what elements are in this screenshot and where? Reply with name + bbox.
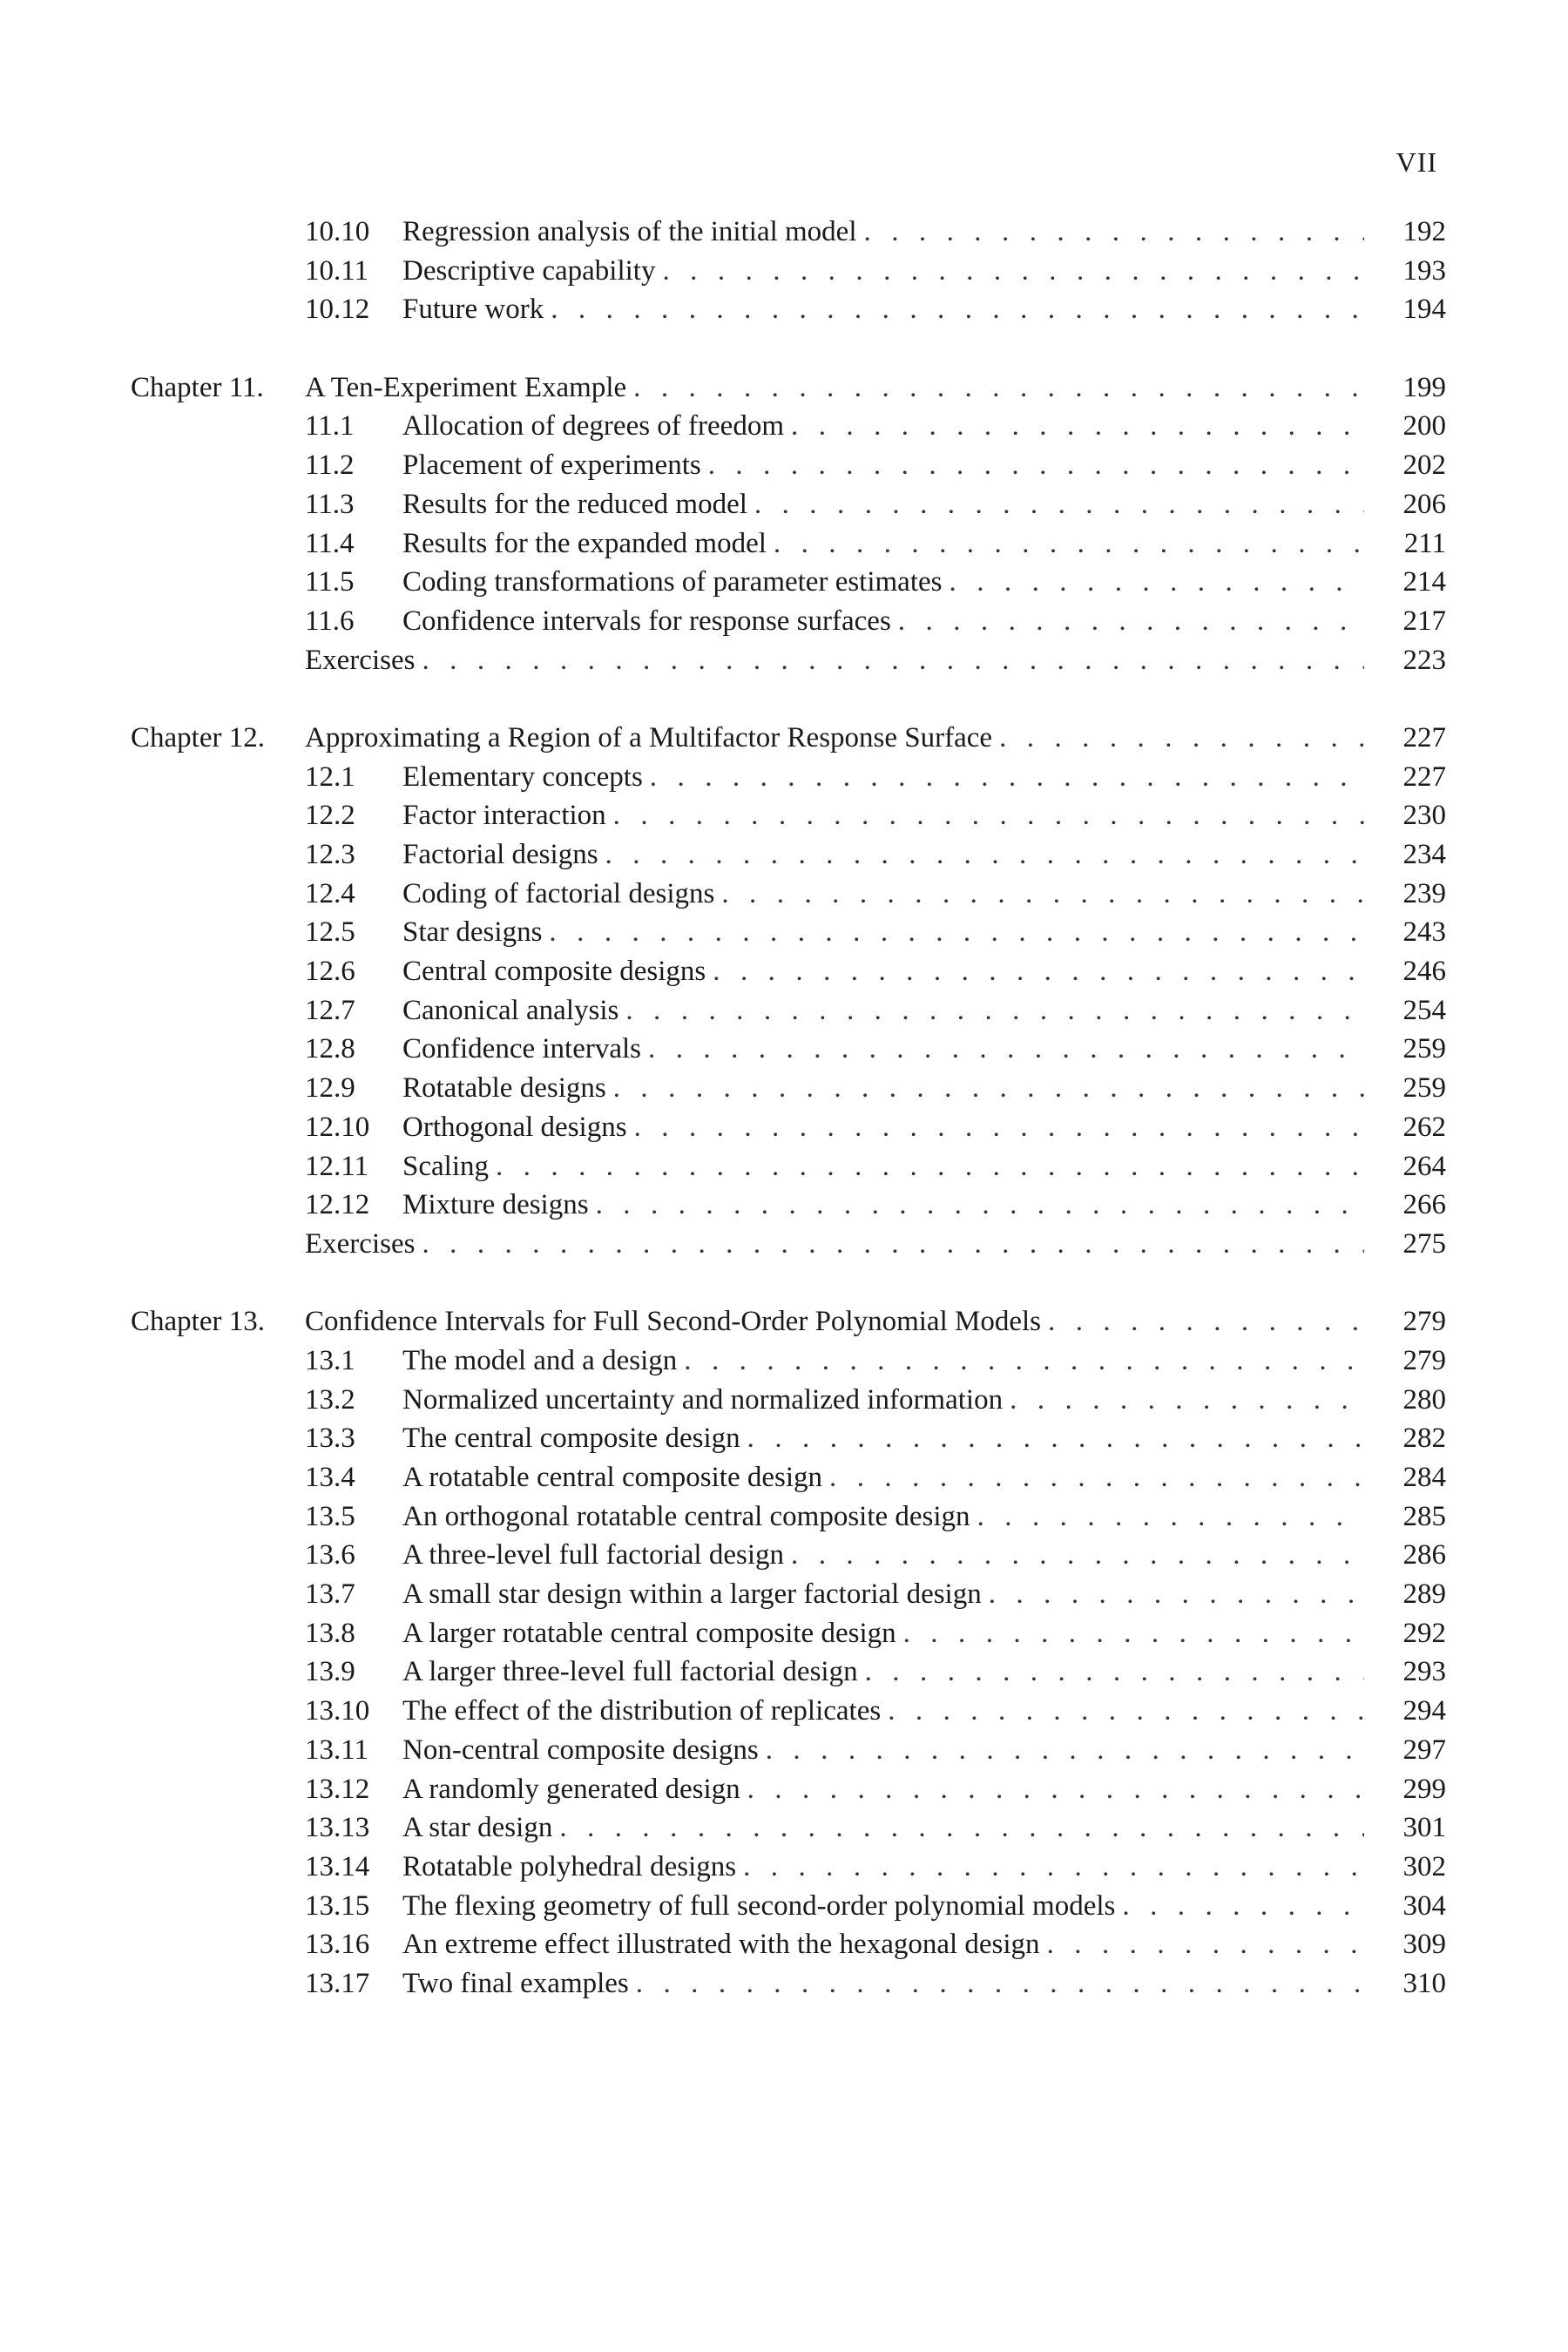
table-of-contents [131, 213, 1446, 2042]
entry-title: Confidence Intervals for Full Second-Order Polynomial Models [305, 1306, 1041, 1338]
dot-leader [613, 796, 1364, 835]
entry-title-group [402, 991, 1364, 1031]
chapter-label: Chapter 11. [131, 371, 264, 403]
chapter-block [131, 719, 1446, 1264]
dot-leader [625, 991, 1364, 1031]
toc-entry [131, 252, 1446, 291]
entry-page-number: 292 [1402, 1617, 1446, 1649]
entry-title: Two final examples [402, 1967, 629, 1999]
dot-leader [888, 1692, 1364, 1731]
section-number: 12.10 [305, 1111, 370, 1143]
section-number: 12.4 [305, 877, 355, 909]
section-number: 11.6 [305, 605, 355, 637]
entry-title-group [402, 1652, 1364, 1692]
dot-leader [422, 641, 1364, 680]
entry-title: An orthogonal rotatable central composite design [402, 1500, 970, 1532]
dot-leader [1048, 1302, 1364, 1342]
dot-leader [747, 1419, 1364, 1458]
toc-entry [131, 1887, 1446, 1926]
entry-title-group [402, 835, 1364, 875]
dot-leader [650, 758, 1364, 797]
entry-title-group [402, 1808, 1364, 1848]
entry-title: Exercises [305, 644, 416, 676]
entry-title-group [305, 368, 1364, 408]
section-number: 12.1 [305, 760, 355, 793]
entry-page-number: 217 [1402, 605, 1446, 637]
entry-page-number: 304 [1402, 1889, 1446, 1922]
section-number: 13.13 [305, 1812, 370, 1844]
entry-page-number: 230 [1402, 800, 1446, 832]
entry-title: Descriptive capability [402, 254, 656, 287]
chapter-heading [131, 1302, 1446, 1342]
entry-title-group [402, 563, 1364, 602]
entry-title-group [402, 1108, 1364, 1147]
entry-title: The flexing geometry of full second-order polynomial models [402, 1889, 1116, 1922]
entry-title: Placement of experiments [402, 449, 701, 482]
entry-title: The central composite design [402, 1423, 740, 1455]
toc-entry [131, 563, 1446, 602]
dot-leader [662, 252, 1364, 291]
toc-entry [131, 875, 1446, 914]
section-number: 12.8 [305, 1033, 355, 1065]
toc-entry [131, 1147, 1446, 1186]
section-number: 13.14 [305, 1850, 370, 1882]
entry-title: Canonical analysis [402, 994, 619, 1026]
entry-title: Results for the expanded model [402, 527, 767, 559]
entry-title: Approximating a Region of a Multifactor Response Surface [305, 721, 993, 754]
dot-leader [636, 1964, 1364, 2004]
entry-title-group [402, 1497, 1364, 1537]
entry-title-group [402, 1458, 1364, 1497]
entry-title-group [402, 446, 1364, 485]
entry-page-number: 234 [1402, 839, 1446, 870]
entry-title-group [402, 1925, 1364, 1964]
toc-entry [131, 485, 1446, 524]
section-number: 13.5 [305, 1500, 355, 1532]
entry-page-number: 243 [1402, 916, 1446, 949]
dot-leader [865, 1652, 1364, 1692]
entry-title: A larger three-level full factorial design [402, 1656, 858, 1688]
toc-entry [131, 835, 1446, 875]
entry-title-group [402, 1692, 1364, 1731]
entry-title: Factor interaction [402, 800, 606, 832]
entry-title: Allocation of degrees of freedom [402, 410, 784, 443]
dot-leader [708, 446, 1364, 485]
toc-entry [131, 602, 1446, 641]
dot-leader [713, 952, 1364, 991]
section-number: 13.12 [305, 1773, 370, 1805]
entry-page-number: 202 [1402, 449, 1446, 482]
dot-leader [422, 1225, 1364, 1264]
entry-page-number: 259 [1402, 1072, 1446, 1105]
entry-page-number: 214 [1402, 566, 1446, 598]
exercises-entry [131, 1225, 1446, 1264]
dot-leader [648, 1030, 1364, 1069]
entry-title: Confidence intervals for response surfaces [402, 605, 891, 637]
section-number: 10.12 [305, 294, 370, 326]
toc-entry [131, 1108, 1446, 1147]
toc-entry [131, 1848, 1446, 1887]
section-number: 13.2 [305, 1383, 355, 1416]
toc-entry [131, 1925, 1446, 1964]
entry-title: Regression analysis of the initial model [402, 216, 857, 247]
section-number: 11.1 [305, 410, 355, 443]
section-number: 13.3 [305, 1423, 355, 1455]
entry-title-group [402, 1030, 1364, 1069]
toc-entry [131, 913, 1446, 952]
entry-title-group [402, 1887, 1364, 1926]
entry-title-group [402, 913, 1364, 952]
entry-page-number: 309 [1402, 1929, 1446, 1961]
chapter-block [131, 368, 1446, 680]
entry-title: Orthogonal designs [402, 1111, 627, 1143]
entry-page-number: 302 [1402, 1850, 1446, 1882]
toc-entry [131, 1770, 1446, 1809]
entry-title: Mixture designs [402, 1189, 589, 1221]
dot-leader [950, 563, 1365, 602]
toc-entry [131, 1536, 1446, 1575]
entry-page-number: 194 [1402, 294, 1446, 326]
chapter-label: Chapter 12. [131, 721, 265, 754]
section-number: 13.6 [305, 1539, 355, 1571]
section-number: 13.8 [305, 1617, 355, 1649]
chapter-block [131, 1302, 1446, 2003]
entry-page-number: 199 [1402, 371, 1446, 403]
dot-leader [743, 1848, 1364, 1887]
dot-leader [549, 913, 1364, 952]
entry-page-number: 282 [1402, 1423, 1446, 1455]
dot-leader [1047, 1925, 1364, 1964]
entry-title-group [402, 1536, 1364, 1575]
entry-page-number: 280 [1402, 1383, 1446, 1416]
entry-page-number: 246 [1402, 956, 1446, 988]
entry-title-group [305, 1302, 1364, 1342]
entry-title: Normalized uncertainty and normalized information [402, 1383, 1004, 1416]
section-number: 11.5 [305, 566, 355, 598]
continued-section-block [131, 213, 1446, 329]
toc-entry [131, 446, 1446, 485]
entry-title-group [402, 1731, 1364, 1770]
dot-leader [754, 485, 1364, 524]
entry-title: A star design [402, 1812, 553, 1844]
entry-title-group [402, 252, 1364, 291]
toc-entry [131, 1381, 1446, 1420]
dot-leader [634, 1108, 1364, 1147]
entry-page-number: 299 [1402, 1773, 1446, 1805]
entry-page-number: 259 [1402, 1033, 1446, 1065]
entry-title-group [402, 758, 1364, 797]
section-number: 10.11 [305, 254, 369, 287]
toc-entry [131, 1964, 1446, 2004]
entry-title: An extreme effect illustrated with the hexagonal design [402, 1929, 1040, 1961]
section-number: 11.3 [305, 488, 355, 520]
entry-page-number: 193 [1402, 254, 1446, 287]
toc-entry [131, 1575, 1446, 1614]
entry-page-number: 279 [1402, 1306, 1446, 1338]
section-number: 12.11 [305, 1150, 369, 1182]
entry-page-number: 297 [1402, 1734, 1446, 1766]
entry-title-group [402, 485, 1364, 524]
exercises-entry [131, 641, 1446, 680]
entry-title-group [402, 796, 1364, 835]
section-number: 12.5 [305, 916, 355, 949]
section-number: 12.12 [305, 1189, 370, 1221]
dot-leader [613, 1069, 1364, 1108]
section-number: 13.7 [305, 1578, 355, 1611]
entry-title-group [402, 952, 1364, 991]
dot-leader [774, 524, 1364, 564]
entry-title-group [402, 602, 1364, 641]
dot-leader [829, 1458, 1364, 1497]
entry-title: A larger rotatable central composite design [402, 1617, 896, 1649]
entry-title-group [402, 1770, 1364, 1809]
entry-title-group [402, 290, 1364, 329]
toc-entry [131, 1652, 1446, 1692]
chapter-label: Chapter 13. [131, 1306, 265, 1338]
entry-title: Results for the reduced model [402, 488, 747, 520]
toc-entry [131, 1692, 1446, 1731]
section-number: 13.9 [305, 1656, 355, 1688]
entry-page-number: 275 [1402, 1227, 1446, 1260]
entry-title-group [402, 524, 1364, 564]
entry-title-group [402, 1614, 1364, 1653]
entry-title: Coding transformations of parameter estimates [402, 566, 943, 598]
entry-page-number: 192 [1402, 216, 1446, 247]
entry-page-number: 206 [1402, 488, 1446, 520]
entry-page-number: 289 [1402, 1578, 1446, 1611]
dot-leader [747, 1770, 1364, 1809]
entry-title: A three-level full factorial design [402, 1539, 784, 1571]
dot-leader [1010, 1381, 1364, 1420]
dot-leader [791, 407, 1364, 446]
section-number: 13.11 [305, 1734, 369, 1766]
entry-title-group [402, 1069, 1364, 1108]
toc-entry [131, 1731, 1446, 1770]
entry-page-number: 227 [1402, 760, 1446, 793]
dot-leader [898, 602, 1364, 641]
entry-title: Confidence intervals [402, 1033, 641, 1065]
dot-leader [903, 1614, 1364, 1653]
entry-title-group [402, 1575, 1364, 1614]
entry-title-group [402, 875, 1364, 914]
entry-title: Rotatable designs [402, 1072, 606, 1105]
section-number: 12.7 [305, 994, 355, 1026]
dot-leader [791, 1536, 1364, 1575]
dot-leader [596, 1186, 1364, 1225]
dot-leader [684, 1342, 1364, 1381]
entry-title-group [402, 1342, 1364, 1381]
dot-leader [977, 1497, 1364, 1537]
entry-title-group [402, 407, 1364, 446]
toc-entry [131, 1808, 1446, 1848]
entry-page-number: 286 [1402, 1539, 1446, 1571]
entry-page-number: 227 [1402, 721, 1446, 754]
entry-title-group [402, 1186, 1364, 1225]
toc-entry [131, 991, 1446, 1031]
entry-title-group [305, 641, 1364, 680]
section-number: 11.2 [305, 449, 355, 482]
entry-page-number: 301 [1402, 1812, 1446, 1844]
section-number: 13.16 [305, 1929, 370, 1961]
entry-title-group [305, 719, 1364, 758]
dot-leader [559, 1808, 1364, 1848]
entry-title: Elementary concepts [402, 760, 643, 793]
entry-title: A randomly generated design [402, 1773, 740, 1805]
page-number: VII [1396, 146, 1437, 178]
dot-leader [633, 368, 1364, 408]
dot-leader [496, 1147, 1364, 1186]
toc-entry [131, 213, 1446, 252]
entry-title: A rotatable central composite design [402, 1462, 823, 1493]
dot-leader [1122, 1887, 1364, 1926]
entry-title-group [402, 1381, 1364, 1420]
entry-page-number: 223 [1402, 644, 1446, 676]
entry-page-number: 310 [1402, 1967, 1446, 1999]
section-number: 12.2 [305, 800, 355, 832]
toc-entry [131, 524, 1446, 564]
dot-leader [605, 835, 1364, 875]
dot-leader [721, 875, 1364, 914]
toc-entry [131, 1186, 1446, 1225]
entry-page-number: 294 [1402, 1695, 1446, 1727]
entry-page-number: 211 [1403, 527, 1446, 559]
toc-entry [131, 290, 1446, 329]
entry-page-number: 293 [1402, 1656, 1446, 1688]
entry-title: A small star design within a larger factorial design [402, 1578, 982, 1611]
entry-page-number: 239 [1402, 877, 1446, 909]
toc-entry [131, 952, 1446, 991]
entry-title: Coding of factorial designs [402, 877, 715, 909]
entry-title: Factorial designs [402, 839, 598, 870]
toc-entry [131, 1419, 1446, 1458]
section-number: 13.17 [305, 1967, 370, 1999]
entry-title: The model and a design [402, 1344, 678, 1376]
section-number: 11.4 [305, 527, 355, 559]
dot-leader [766, 1731, 1364, 1770]
entry-page-number: 200 [1402, 410, 1446, 443]
section-number: 12.9 [305, 1072, 355, 1105]
dot-leader [989, 1575, 1364, 1614]
entry-page-number: 262 [1402, 1111, 1446, 1143]
entry-title: A Ten-Experiment Example [305, 371, 627, 403]
entry-page-number: 266 [1402, 1189, 1446, 1221]
toc-entry [131, 758, 1446, 797]
section-number: 12.3 [305, 839, 355, 870]
dot-leader [999, 719, 1364, 758]
toc-entry [131, 1614, 1446, 1653]
entry-title: Scaling [402, 1150, 489, 1182]
entry-page-number: 279 [1402, 1344, 1446, 1376]
entry-title-group [402, 1147, 1364, 1186]
section-number: 13.10 [305, 1695, 370, 1727]
entry-title: Central composite designs [402, 956, 706, 988]
entry-page-number: 284 [1402, 1462, 1446, 1493]
entry-title: The effect of the distribution of replicates [402, 1695, 882, 1727]
entry-page-number: 285 [1402, 1500, 1446, 1532]
toc-entry [131, 1458, 1446, 1497]
chapter-heading [131, 368, 1446, 408]
entry-title-group [305, 1225, 1364, 1264]
entry-title: Rotatable polyhedral designs [402, 1850, 737, 1882]
entry-title-group [402, 1964, 1364, 2004]
entry-title-group [402, 1848, 1364, 1887]
dot-leader [864, 213, 1365, 252]
entry-title: Star designs [402, 916, 543, 949]
toc-entry [131, 796, 1446, 835]
entry-title: Non-central composite designs [402, 1734, 759, 1766]
section-number: 13.1 [305, 1344, 355, 1376]
section-number: 13.4 [305, 1462, 355, 1493]
entry-page-number: 264 [1402, 1150, 1446, 1182]
entry-title-group [402, 213, 1364, 252]
toc-entry [131, 1030, 1446, 1069]
toc-entry [131, 1069, 1446, 1108]
entry-title: Exercises [305, 1227, 416, 1260]
entry-page-number: 254 [1402, 994, 1446, 1026]
dot-leader [551, 290, 1364, 329]
section-number: 12.6 [305, 956, 355, 988]
entry-title: Future work [402, 294, 544, 326]
toc-entry [131, 407, 1446, 446]
section-number: 13.15 [305, 1889, 370, 1922]
toc-entry [131, 1497, 1446, 1537]
section-number: 10.10 [305, 216, 370, 247]
chapter-heading [131, 719, 1446, 758]
entry-title-group [402, 1419, 1364, 1458]
toc-entry [131, 1342, 1446, 1381]
